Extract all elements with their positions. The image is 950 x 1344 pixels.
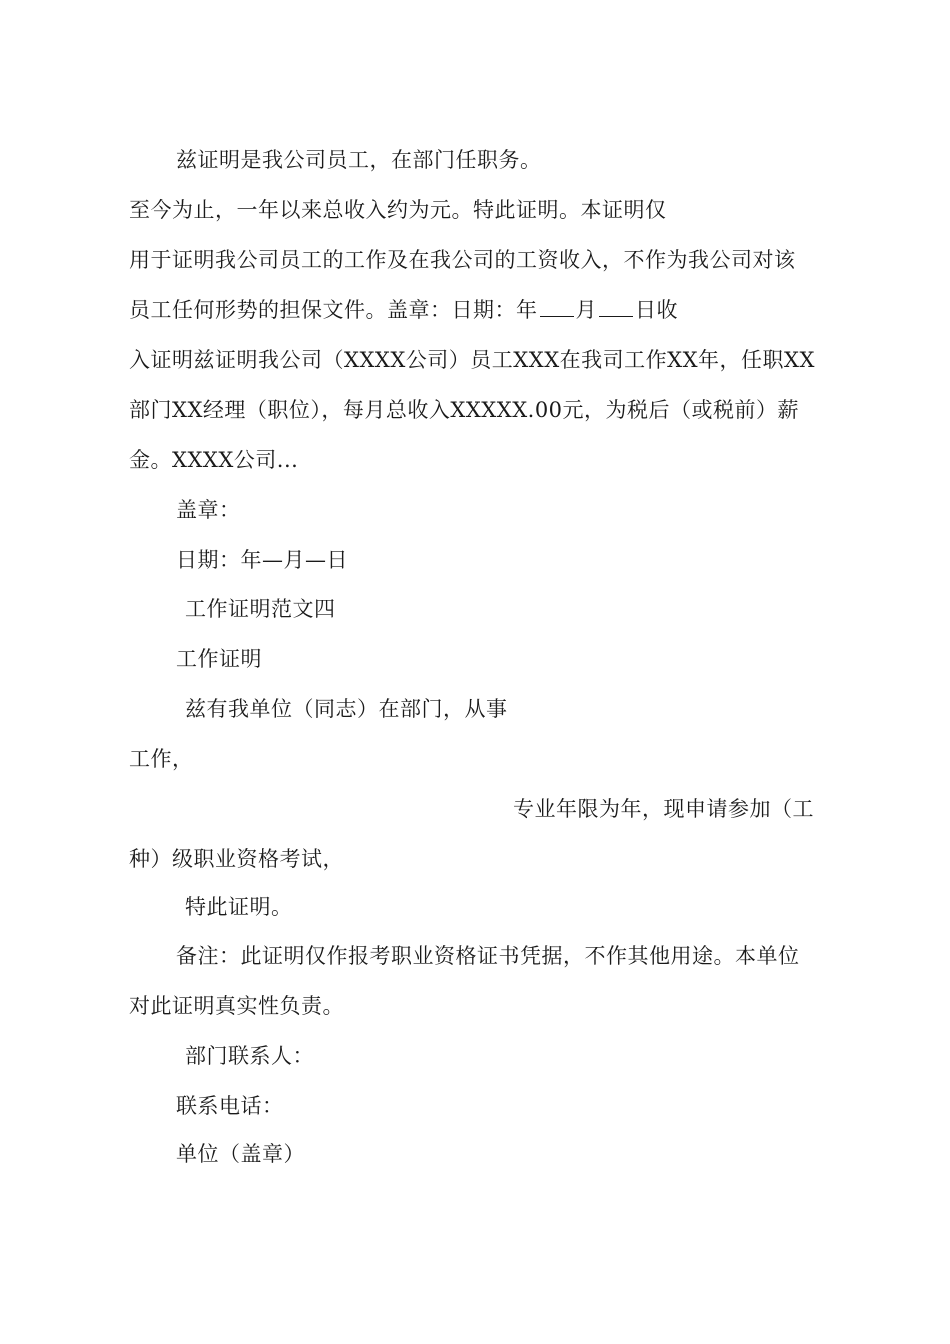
guarantee-text-1: 员工任何形势的担保文件。盖章：日期：年 (129, 298, 538, 322)
guarantee-text-3: 日收 (635, 298, 678, 322)
paragraph-line: 兹证明是我公司员工，在部门任职务。 (176, 148, 542, 172)
note-line: 备注：此证明仅作报考职业资格证书凭据，不作其他用途。本单位 (176, 944, 800, 968)
paragraph-line: 专业年限为年，现申请参加（工 (513, 797, 814, 821)
seal-label: 盖章： (176, 498, 241, 522)
date-label: 日期：年—月—日 (176, 548, 348, 572)
blank-underline (599, 298, 633, 317)
unit-seal-label: 单位（盖章） (176, 1142, 305, 1166)
paragraph-line: 入证明兹证明我公司（XXXX公司）员工XXX在我司工作XX年，任职XX (129, 348, 815, 372)
paragraph-line: 特此证明。 (185, 895, 293, 919)
paragraph-line: 工作， (129, 747, 194, 771)
contact-person-label: 部门联系人： (185, 1044, 314, 1068)
note-line: 对此证明真实性负责。 (129, 994, 344, 1018)
paragraph-line: 金。XXXX公司... (129, 448, 299, 472)
paragraph-line: 用于证明我公司员工的工作及在我公司的工资收入，不作为我公司对该 (129, 248, 796, 272)
guarantee-line (129, 296, 678, 324)
guarantee-text-2: 月 (575, 298, 597, 322)
document-title: 工作证明 (176, 647, 262, 671)
paragraph-line: 至今为止，一年以来总收入约为元。特此证明。本证明仅 (129, 198, 667, 222)
contact-phone-label: 联系电话： (176, 1094, 284, 1118)
paragraph-line: 种）级职业资格考试， (129, 847, 344, 871)
paragraph-line: 部门XX经理（职位），每月总收入XXXXX.00元，为税后（或税前）薪 (129, 398, 800, 422)
paragraph-line: 兹有我单位（同志）在部门，从事 (185, 697, 508, 721)
section-heading: 工作证明范文四 (185, 597, 336, 621)
blank-underline (540, 298, 574, 317)
